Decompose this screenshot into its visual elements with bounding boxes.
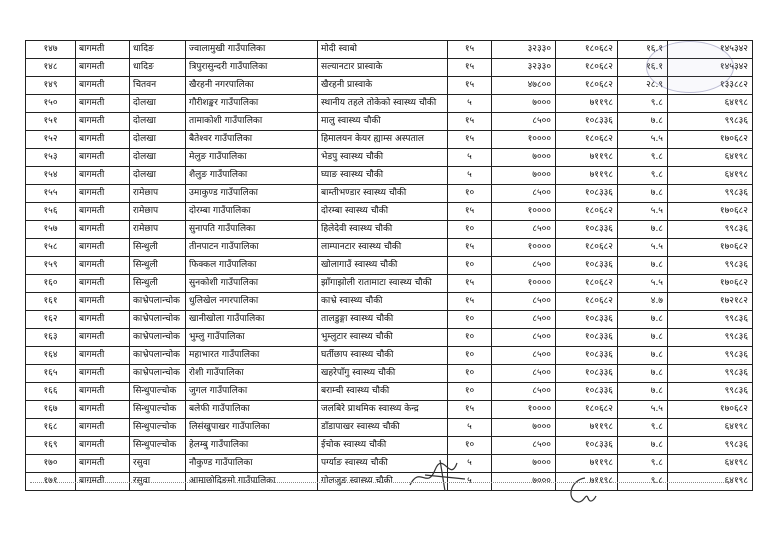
level-cell: १५: [448, 41, 492, 59]
amount-cell: ६४१९८: [668, 167, 753, 185]
district-cell: सिन्धुली: [130, 239, 186, 257]
municipality-cell: हेलम्बु गाउँपालिका: [186, 437, 318, 455]
rate-cell: ७.८: [618, 185, 668, 203]
table-row: [26, 203, 753, 221]
facility-cell: घ्याङ स्वास्थ्य चौकी: [318, 167, 448, 185]
facility-cell: बराम्ची स्वास्थ्य चौकी: [318, 383, 448, 401]
municipality-cell: सुनकोशी गाउँपालिका: [186, 275, 318, 293]
level-cell: १५: [448, 275, 492, 293]
amount-cell: ९९८३६: [668, 257, 753, 275]
district-cell: धादिङ: [130, 59, 186, 77]
district-cell: चितवन: [130, 77, 186, 95]
table-row: [26, 149, 753, 167]
amount-cell: ८५००: [492, 221, 556, 239]
amount-cell: १३३८८२: [668, 77, 753, 95]
table-row: [26, 455, 753, 473]
facility-cell: लाम्पानटार स्वास्थ्य चौकी: [318, 239, 448, 257]
amount-cell: ७०००: [492, 95, 556, 113]
amount-cell: १७०६८२: [668, 401, 753, 419]
amount-cell: ९९८३६: [668, 221, 753, 239]
amount-cell: ६४१९८: [668, 473, 753, 491]
facility-cell: पर्ग्याङ स्वास्थ्य चौकी: [318, 455, 448, 473]
amount-cell: १८०६८२: [556, 59, 618, 77]
facility-cell: तालडुङ्गा स्वास्थ्य चौकी: [318, 311, 448, 329]
amount-cell: ७११९८: [556, 95, 618, 113]
serial-cell: १४८: [26, 59, 76, 77]
facility-cell: काभ्रे स्वास्थ्य चौकी: [318, 293, 448, 311]
amount-cell: १८०६८२: [556, 41, 618, 59]
amount-cell: ९९८३६: [668, 311, 753, 329]
district-cell: काभ्रेपलान्चोक: [130, 365, 186, 383]
level-cell: १०: [448, 221, 492, 239]
amount-cell: १७०६८२: [668, 203, 753, 221]
municipality-cell: फिक्कल गाउँपालिका: [186, 257, 318, 275]
amount-cell: १७०६८२: [668, 131, 753, 149]
serial-cell: १६७: [26, 401, 76, 419]
province-cell: बागमती: [76, 239, 130, 257]
province-cell: बागमती: [76, 59, 130, 77]
serial-cell: १६२: [26, 311, 76, 329]
amount-cell: ९९८३६: [668, 113, 753, 131]
municipality-cell: लिसंखुपाखर गाउँपालिका: [186, 419, 318, 437]
municipality-cell: धुलिखेल नगरपालिका: [186, 293, 318, 311]
district-cell: रामेछाप: [130, 203, 186, 221]
facility-cell: हिलेदेवी स्वास्थ्य चौकी: [318, 221, 448, 239]
municipality-cell: सुनापति गाउँपालिका: [186, 221, 318, 239]
serial-cell: १६०: [26, 275, 76, 293]
district-cell: सिन्धुली: [130, 257, 186, 275]
amount-cell: ४७८००: [492, 77, 556, 95]
amount-cell: ७११९८: [556, 419, 618, 437]
amount-cell: ९९८३६: [668, 365, 753, 383]
district-cell: दोलखा: [130, 131, 186, 149]
amount-cell: १००००: [492, 131, 556, 149]
rate-cell: ४.७: [618, 293, 668, 311]
province-cell: बागमती: [76, 185, 130, 203]
municipality-cell: उमाकुण्ड गाउँपालिका: [186, 185, 318, 203]
municipality-cell: जुगल गाउँपालिका: [186, 383, 318, 401]
province-cell: बागमती: [76, 167, 130, 185]
facility-cell: गोलजुङ स्वास्थ्य चौकी: [318, 473, 448, 491]
facility-cell: झाँगाझोली रातामाटा स्वास्थ्य चौकी: [318, 275, 448, 293]
district-cell: काभ्रेपलान्चोक: [130, 329, 186, 347]
rate-cell: ७.८: [618, 437, 668, 455]
amount-cell: ७०००: [492, 473, 556, 491]
level-cell: १०: [448, 383, 492, 401]
level-cell: १५: [448, 113, 492, 131]
amount-cell: ८५००: [492, 257, 556, 275]
rate-cell: ५.५: [618, 401, 668, 419]
level-cell: १५: [448, 293, 492, 311]
district-cell: रसुवा: [130, 473, 186, 491]
province-cell: बागमती: [76, 77, 130, 95]
amount-cell: १७०६८२: [668, 239, 753, 257]
province-cell: बागमती: [76, 275, 130, 293]
rate-cell: १६.१: [618, 59, 668, 77]
rate-cell: ५.५: [618, 239, 668, 257]
amount-cell: १८०६८२: [556, 401, 618, 419]
serial-cell: १५२: [26, 131, 76, 149]
amount-cell: ६४१९८: [668, 149, 753, 167]
amount-cell: ६४१९८: [668, 455, 753, 473]
rate-cell: ७.८: [618, 257, 668, 275]
rate-cell: ९.८: [618, 419, 668, 437]
amount-cell: १८०६८२: [556, 77, 618, 95]
level-cell: ५: [448, 419, 492, 437]
facility-cell: भुम्लुटार स्वास्थ्य चौकी: [318, 329, 448, 347]
facility-cell: खैरहनी प्रास्वाके: [318, 77, 448, 95]
district-cell: दोलखा: [130, 95, 186, 113]
table-row: [26, 437, 753, 455]
amount-cell: १००००: [492, 401, 556, 419]
district-cell: दोलखा: [130, 113, 186, 131]
province-cell: बागमती: [76, 437, 130, 455]
amount-cell: १०८३३६: [556, 329, 618, 347]
serial-cell: १५३: [26, 149, 76, 167]
amount-cell: ९९८३६: [668, 329, 753, 347]
serial-cell: १६३: [26, 329, 76, 347]
level-cell: ५: [448, 455, 492, 473]
province-cell: बागमती: [76, 455, 130, 473]
facility-cell: घर्तीछाप स्वास्थ्य चौकी: [318, 347, 448, 365]
amount-cell: ७०००: [492, 419, 556, 437]
amount-cell: ९९८३६: [668, 347, 753, 365]
table-row: [26, 329, 753, 347]
serial-cell: १५९: [26, 257, 76, 275]
municipality-cell: ज्वालामुखी गाउँपालिका: [186, 41, 318, 59]
facility-cell: खोलागाउँ स्वास्थ्य चौकी: [318, 257, 448, 275]
serial-cell: १५७: [26, 221, 76, 239]
facility-cell: स्थानीय तहले तोकेको स्वास्थ्य चौकी: [318, 95, 448, 113]
amount-cell: ७०००: [492, 455, 556, 473]
province-cell: बागमती: [76, 131, 130, 149]
amount-cell: ८५००: [492, 365, 556, 383]
province-cell: बागमती: [76, 221, 130, 239]
province-cell: बागमती: [76, 311, 130, 329]
facility-cell: मालु स्वास्थ्य चौकी: [318, 113, 448, 131]
municipality-cell: मेलुङ गाउँपालिका: [186, 149, 318, 167]
table-row: [26, 311, 753, 329]
province-cell: बागमती: [76, 293, 130, 311]
level-cell: १०: [448, 257, 492, 275]
province-cell: बागमती: [76, 365, 130, 383]
province-cell: बागमती: [76, 383, 130, 401]
serial-cell: १६५: [26, 365, 76, 383]
page-footer-line: [30, 482, 730, 483]
serial-cell: १६६: [26, 383, 76, 401]
level-cell: ५: [448, 473, 492, 491]
municipality-cell: बलेफी गाउँपालिका: [186, 401, 318, 419]
level-cell: १५: [448, 239, 492, 257]
municipality-cell: शैलुङ गाउँपालिका: [186, 167, 318, 185]
facility-cell: सल्यानटार प्रास्वाके: [318, 59, 448, 77]
amount-cell: ७०००: [492, 149, 556, 167]
table-row: [26, 185, 753, 203]
amount-cell: ७११९८: [556, 167, 618, 185]
province-cell: बागमती: [76, 149, 130, 167]
table-row: [26, 131, 753, 149]
amount-cell: ७११९८: [556, 455, 618, 473]
amount-cell: ८५००: [492, 329, 556, 347]
amount-cell: १०८३३६: [556, 437, 618, 455]
municipality-cell: आमाछोदिङमो गाउँपालिका: [186, 473, 318, 491]
table-row: [26, 257, 753, 275]
province-cell: बागमती: [76, 41, 130, 59]
municipality-cell: भुम्लु गाउँपालिका: [186, 329, 318, 347]
rate-cell: २८.९: [618, 77, 668, 95]
district-cell: सिन्धुपाल्चोक: [130, 401, 186, 419]
amount-cell: १७०६८२: [668, 275, 753, 293]
signature-mark-2: [560, 470, 600, 510]
district-cell: सिन्धुपाल्चोक: [130, 419, 186, 437]
amount-cell: ८५००: [492, 437, 556, 455]
facility-cell: डाँडापाखर स्वास्थ्य चौकी: [318, 419, 448, 437]
level-cell: १०: [448, 185, 492, 203]
amount-cell: ३२३३०: [492, 59, 556, 77]
serial-cell: १५८: [26, 239, 76, 257]
amount-cell: ८५००: [492, 185, 556, 203]
rate-cell: १६.१: [618, 41, 668, 59]
amount-cell: १८०६८२: [556, 203, 618, 221]
facility-cell: दोरम्बा स्वास्थ्य चौकी: [318, 203, 448, 221]
rate-cell: ७.८: [618, 113, 668, 131]
amount-cell: १०८३३६: [556, 383, 618, 401]
amount-cell: ८५००: [492, 113, 556, 131]
table-row: [26, 419, 753, 437]
level-cell: १०: [448, 437, 492, 455]
amount-cell: ७११९८: [556, 149, 618, 167]
serial-cell: १६९: [26, 437, 76, 455]
level-cell: १५: [448, 77, 492, 95]
district-cell: धादिङ: [130, 41, 186, 59]
rate-cell: ७.८: [618, 365, 668, 383]
municipality-cell: तीनपाटन गाउँपालिका: [186, 239, 318, 257]
rate-cell: ९.८: [618, 167, 668, 185]
rate-cell: ७.८: [618, 311, 668, 329]
amount-cell: ८५००: [492, 293, 556, 311]
amount-cell: १८०६८२: [556, 275, 618, 293]
table-row: [26, 401, 753, 419]
amount-cell: १००००: [492, 239, 556, 257]
rate-cell: ७.८: [618, 329, 668, 347]
municipality-cell: दोरम्बा गाउँपालिका: [186, 203, 318, 221]
rate-cell: ७.८: [618, 347, 668, 365]
document-sheet: [25, 40, 753, 491]
table-row: [26, 239, 753, 257]
rate-cell: ७.८: [618, 383, 668, 401]
amount-cell: ६४१९८: [668, 419, 753, 437]
municipality-cell: महाभारत गाउँपालिका: [186, 347, 318, 365]
rate-cell: ५.५: [618, 131, 668, 149]
district-cell: काभ्रेपलान्चोक: [130, 347, 186, 365]
level-cell: १५: [448, 203, 492, 221]
province-cell: बागमती: [76, 419, 130, 437]
rate-cell: ५.५: [618, 203, 668, 221]
amount-cell: ९९८३६: [668, 185, 753, 203]
level-cell: १०: [448, 311, 492, 329]
serial-cell: १६१: [26, 293, 76, 311]
amount-cell: १४५३४२: [668, 59, 753, 77]
table-row: [26, 113, 753, 131]
level-cell: १०: [448, 365, 492, 383]
table-row: [26, 275, 753, 293]
table-row: [26, 167, 753, 185]
district-cell: रसुवा: [130, 455, 186, 473]
amount-cell: ८५००: [492, 347, 556, 365]
province-cell: बागमती: [76, 329, 130, 347]
municipality-cell: रोशी गाउँपालिका: [186, 365, 318, 383]
facility-cell: मोदी स्वाबो: [318, 41, 448, 59]
district-cell: सिन्धुपाल्चोक: [130, 383, 186, 401]
level-cell: १५: [448, 59, 492, 77]
district-cell: दोलखा: [130, 167, 186, 185]
table-row: [26, 77, 753, 95]
amount-cell: ३२३३०: [492, 41, 556, 59]
table-body: [26, 41, 753, 491]
amount-cell: १०८३३६: [556, 221, 618, 239]
serial-cell: १५६: [26, 203, 76, 221]
amount-cell: ८५००: [492, 383, 556, 401]
district-cell: सिन्धुपाल्चोक: [130, 437, 186, 455]
municipality-cell: खैरहनी नगरपालिका: [186, 77, 318, 95]
province-cell: बागमती: [76, 257, 130, 275]
district-cell: काभ्रेपलान्चोक: [130, 311, 186, 329]
table-row: [26, 347, 753, 365]
municipality-cell: बैतेश्वर गाउँपालिका: [186, 131, 318, 149]
rate-cell: ९.८: [618, 149, 668, 167]
amount-cell: ८५००: [492, 311, 556, 329]
district-cell: दोलखा: [130, 149, 186, 167]
amount-cell: १०८३३६: [556, 365, 618, 383]
level-cell: ५: [448, 95, 492, 113]
level-cell: १५: [448, 131, 492, 149]
province-cell: बागमती: [76, 113, 130, 131]
signature-mark-1: [405, 455, 475, 495]
municipality-cell: गौरीशङ्कर गाउँपालिका: [186, 95, 318, 113]
serial-cell: १५०: [26, 95, 76, 113]
rate-cell: ९.८: [618, 473, 668, 491]
table-row: [26, 383, 753, 401]
allocation-table: [25, 40, 753, 491]
table-row: [26, 293, 753, 311]
serial-cell: १६४: [26, 347, 76, 365]
province-cell: बागमती: [76, 347, 130, 365]
serial-cell: १४९: [26, 77, 76, 95]
serial-cell: १५५: [26, 185, 76, 203]
stamp-seal: [646, 41, 734, 93]
level-cell: १५: [448, 401, 492, 419]
amount-cell: १८०६८२: [556, 239, 618, 257]
serial-cell: १७०: [26, 455, 76, 473]
district-cell: काभ्रेपलान्चोक: [130, 293, 186, 311]
amount-cell: १०८३३६: [556, 113, 618, 131]
municipality-cell: त्रिपुरासुन्दरी गाउँपालिका: [186, 59, 318, 77]
rate-cell: ९.८: [618, 95, 668, 113]
amount-cell: १००००: [492, 203, 556, 221]
serial-cell: १५४: [26, 167, 76, 185]
amount-cell: १८०६८२: [556, 131, 618, 149]
amount-cell: १०८३३६: [556, 347, 618, 365]
rate-cell: ९.८: [618, 455, 668, 473]
amount-cell: १८०६८२: [556, 293, 618, 311]
amount-cell: ७०००: [492, 167, 556, 185]
amount-cell: १०८३३६: [556, 257, 618, 275]
serial-cell: १६८: [26, 419, 76, 437]
district-cell: रामेछाप: [130, 185, 186, 203]
amount-cell: ६४१९८: [668, 95, 753, 113]
level-cell: ५: [448, 149, 492, 167]
amount-cell: १०८३३६: [556, 185, 618, 203]
serial-cell: १४७: [26, 41, 76, 59]
rate-cell: ७.८: [618, 221, 668, 239]
district-cell: सिन्धुली: [130, 275, 186, 293]
table-row: [26, 41, 753, 59]
table-row: [26, 221, 753, 239]
municipality-cell: नौकुण्ड गाउँपालिका: [186, 455, 318, 473]
amount-cell: ९९८३६: [668, 383, 753, 401]
level-cell: १०: [448, 347, 492, 365]
table-row: [26, 95, 753, 113]
amount-cell: १४५३४२: [668, 41, 753, 59]
facility-cell: खहरेपाँगु स्वास्थ्य चौकी: [318, 365, 448, 383]
facility-cell: ईचोक स्वास्थ्य चौकी: [318, 437, 448, 455]
province-cell: बागमती: [76, 95, 130, 113]
district-cell: रामेछाप: [130, 221, 186, 239]
amount-cell: १०८३३६: [556, 311, 618, 329]
facility-cell: बाम्तीभण्डार स्वास्थ्य चौकी: [318, 185, 448, 203]
level-cell: १०: [448, 329, 492, 347]
level-cell: ५: [448, 167, 492, 185]
serial-cell: १७१: [26, 473, 76, 491]
facility-cell: हिमालयन केयर ह्याम्स अस्पताल: [318, 131, 448, 149]
rate-cell: ५.५: [618, 275, 668, 293]
facility-cell: जलबिरे प्राथमिक स्वास्थ्य केन्द्र: [318, 401, 448, 419]
amount-cell: १००००: [492, 275, 556, 293]
amount-cell: १७२१८२: [668, 293, 753, 311]
amount-cell: ९९८३६: [668, 437, 753, 455]
table-row: [26, 365, 753, 383]
facility-cell: भेडपु स्वास्थ्य चौकी: [318, 149, 448, 167]
province-cell: बागमती: [76, 473, 130, 491]
province-cell: बागमती: [76, 401, 130, 419]
municipality-cell: खानीखोला गाउँपालिका: [186, 311, 318, 329]
municipality-cell: तामाकोशी गाउँपालिका: [186, 113, 318, 131]
province-cell: बागमती: [76, 203, 130, 221]
amount-cell: ७११९८: [556, 473, 618, 491]
serial-cell: १५१: [26, 113, 76, 131]
table-row: [26, 59, 753, 77]
